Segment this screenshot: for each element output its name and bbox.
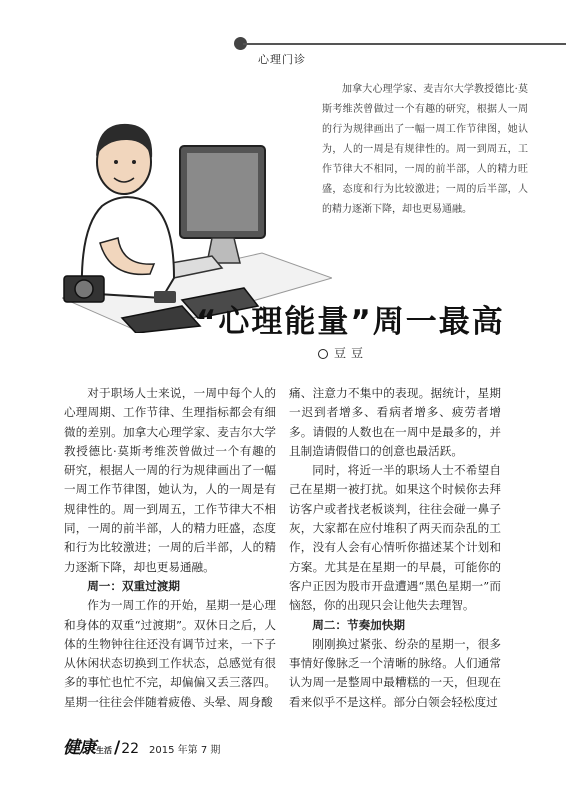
paragraph: 作为一周工作的开始，星期一是心理和身体的双重“过渡期”。双休日之后，人体的生物钟往往还没有调节过来，一下子从休闲状态切换到工作状态，总感觉有很多的事忙也忙不完，却偏偏又丢三落四。星期一往往会伴随着疲倦、头晕、周身酸	[64, 598, 276, 709]
header-rule	[243, 43, 566, 45]
paragraph: 痛、注意力不集中的表现。据统计，星期一迟到者增多、看病者增多、疲劳者增多。请假的人数也在一周中是最多的，并且制造请假借口的创意也最活跃。	[289, 386, 501, 458]
section-label: 心理门诊	[258, 53, 306, 66]
article-title: “心理能量”周一最高	[196, 304, 505, 340]
author-line	[318, 344, 368, 361]
intro-box	[322, 80, 528, 220]
right-column	[289, 384, 501, 712]
magazine-brand-sub: 生活	[96, 746, 112, 755]
footer-slash: /	[114, 738, 121, 758]
intro-paragraph: 加拿大心理学家、麦吉尔大学教授德比·莫斯考维茨曾做过一个有趣的研究，根据人一周的行为规律画出了一幅一周工作节律图，她认为，人的一周是有规律性的。周一到周五，工作节律大不相同，一周的前半部，人的精力旺盛，态度和行为比较激进；一周的后半部，人的精力逐渐下降，却也更易通融。	[322, 84, 528, 215]
left-column	[64, 384, 276, 712]
page-number: 22	[121, 741, 140, 757]
paragraph: 同时，将近一半的职场人士不希望自己在星期一被打扰。如果这个时候你去拜访客户或者找老板谈判，往往会碰一鼻子灰，大家都在应付堆积了两天而杂乱的工作，没有人会有心情听你描述某个计划和方案。尤其是在星期一的早晨，可能你的客户正因为股市开盘遭遇“黑色星期一”而恼怒，你的出现只会让他失去理智。	[289, 463, 501, 613]
section-heading-tuesday: 周二：节奏加快期	[312, 617, 405, 632]
section-heading-monday: 周一：双重过渡期	[87, 578, 180, 593]
office-worker-illustration	[62, 78, 332, 333]
paragraph: 对于职场人士来说，一周中每个人的心理周期、工作节律、生理指标都会有细微的差别。加拿大心理学家、麦吉尔大学教授德比·莫斯考维茨曾做过一个有趣的研究，根据人一周的行为规律画出了一幅一周工作节律图，她认为，人的一周是有规律性的。周一到周五，工作节律大不相同，一周的前半部，人的精力旺盛，态度和行为比较激进；一周的后半部，人的精力逐渐下降，却也更易通融。	[64, 386, 276, 574]
paragraph: 刚刚换过紧张、纷杂的星期一，很多事情好像脉乏一个清晰的脉络。人们通常认为周一是整周中最糟糕的一天，但现在看来似乎不是这样。部分白领会轻松度过	[289, 636, 501, 709]
page-footer	[63, 733, 220, 758]
author-circle-icon	[318, 349, 328, 359]
author-name: 豆豆	[334, 346, 369, 360]
issue-info: 2015 年第 7 期	[149, 745, 221, 756]
magazine-brand: 健康	[63, 738, 95, 758]
